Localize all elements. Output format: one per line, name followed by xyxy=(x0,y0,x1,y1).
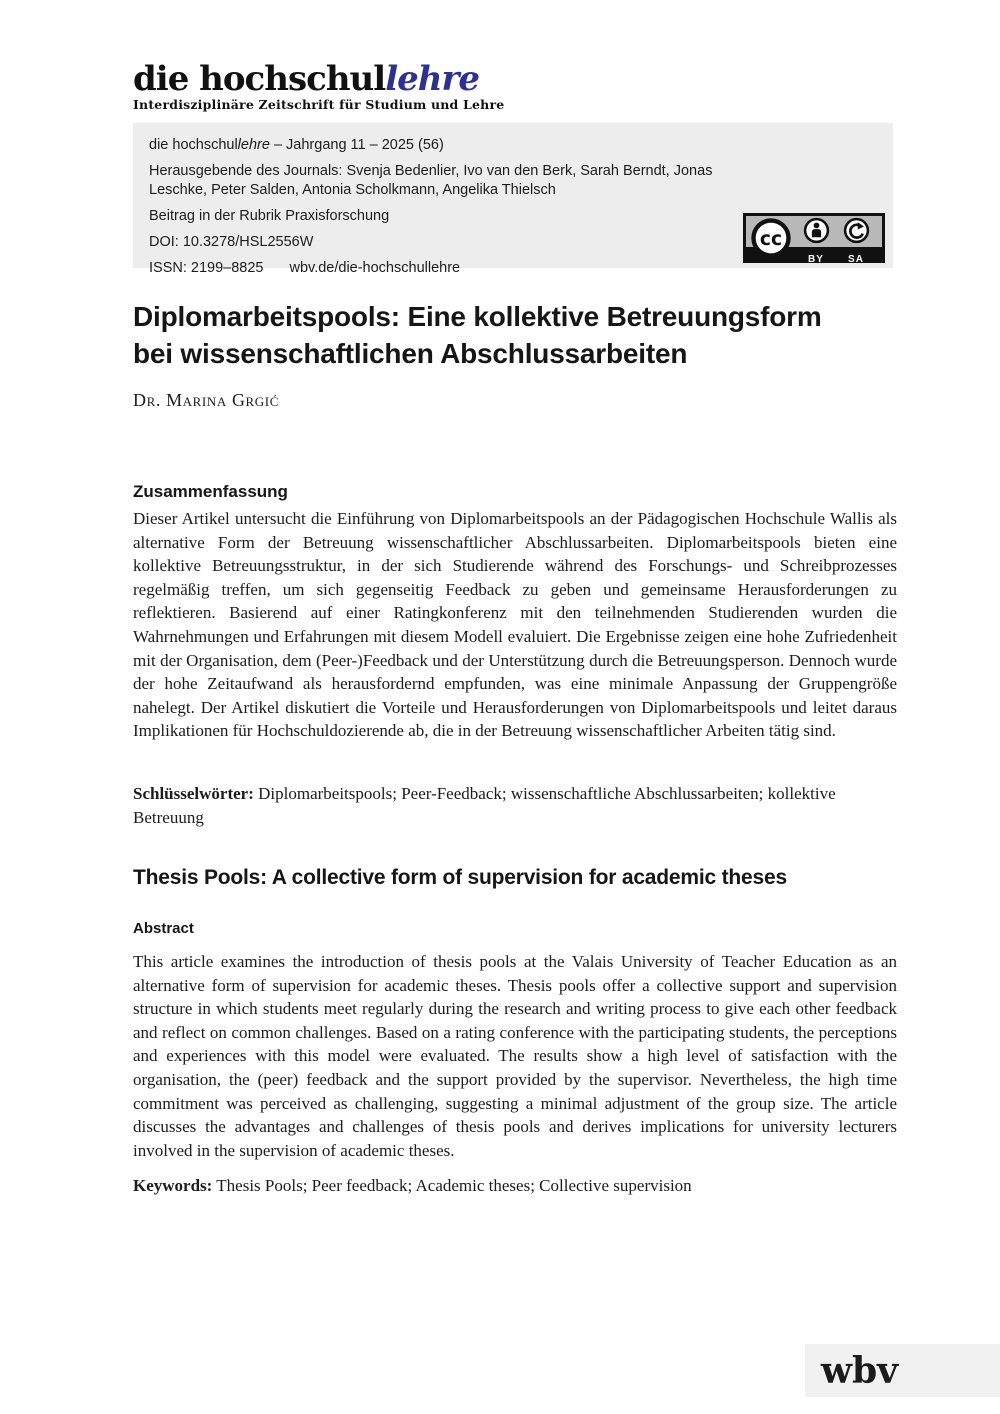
keywords-de-label: Schlüsselwörter: xyxy=(133,784,254,803)
by-person-icon xyxy=(803,217,830,244)
author-name: Dr. Marina Grgić xyxy=(133,390,279,410)
keywords-de xyxy=(133,782,897,829)
journal-logo-subtitle: Interdisziplinäre Zeitschrift für Studium und Lehre xyxy=(133,97,505,112)
journal-logo-wordmark xyxy=(133,59,504,99)
keywords-en-label: Keywords: xyxy=(133,1176,213,1195)
doi-line: DOI: 10.3278/HSL2556W xyxy=(149,233,314,250)
issn-value: ISSN: 2199–8825 xyxy=(149,259,264,276)
cc-sa-group xyxy=(838,217,874,265)
article-title-line2: bei wissenschaftlichen Abschlussarbeiten xyxy=(133,338,688,369)
journal-issue-line: die hochschullehre – Jahrgang 11 – 2025 (56) xyxy=(149,137,444,153)
svg-text:cc: cc xyxy=(759,228,783,250)
cc-by-sa-badge xyxy=(743,213,885,263)
abstract-en-text: This article examines the introduction of thesis pools at the Valais University of Teacher Education as an alternative form of supervision for academic theses. Thesis pools offer a collective support and supervision structure in which students meet regularly during the research and writing process to give each other feedback and reflect on common challenges. Based on a rating conference with the participating students, the perceptions and experiences with this model were evaluated. The results show a high level of satisfaction with the organisation, the (peer) feedback and the support provided by the supervisor. Nevertheless, the high time commitment was perceived as challenging, suggesting a minimal adjustment of the group size. The article discusses the advantages and challenges of thesis pools and derives implications for university lecturers involved in the supervision of academic theses. xyxy=(133,952,897,1160)
journal-logo xyxy=(133,59,505,112)
keywords-en-list: Thesis Pools; Peer feedback; Academic theses; Collective supervision xyxy=(212,1176,692,1195)
by-label: BY xyxy=(808,254,824,265)
article-title-line1: Diplomarbeitspools: Eine kollektive Betreuungsform xyxy=(133,301,822,332)
journal-website: wbv.de/die-hochschullehre xyxy=(289,259,461,276)
abstract-en-heading: Abstract xyxy=(133,920,194,937)
issn-line xyxy=(149,259,749,279)
abstract-de-heading: Zusammenfassung xyxy=(133,482,288,501)
article-title xyxy=(133,298,913,372)
editors-line: Herausgebende des Journals: Svenja Bedenlier, Ivo van den Berk, Sarah Berndt, Jonas Leschke, Peter Salden, Antonia Scholkmann, Angelika Thielsch xyxy=(149,162,713,199)
abstract-de-text: Dieser Artikel untersucht die Einführung von Diplomarbeitspools an der Pädagogischen Hochschule Wallis als alternative Form der Betreuung wissenschaftlicher Abschlussarbeiten. Diplomarbeitspools bieten eine kollektive Betreuungsstruktur, in der sich Studierende während des Forschungs- und Schreibprozesses regelmäßig treffen, um sich gegenseitig Feedback zu geben und gemeinsame Herausforderungen zu reflektieren. Basierend auf einer Ratingkonferenz mit den teilnehmenden Studierenden wurden die Wahrnehmungen und Erfahrungen mit diesem Modell evaluiert. Die Ergebnisse zeigen eine hohe Zufriedenheit mit der Organisation, dem (Peer-)Feedback und der Unterstützung durch die Betreuungsperson. Dennoch wurde der hohe Zeitaufwand als herausfordernd empfunden, was eine minimale Anpassung der Gruppengröße nahelegt. Der Artikel diskutiert die Vorteile und Herausforderungen von Diplomarbeitspools und leitet daraus Implikationen für Hochschuldozierende ab, die in der Betreuung wissenschaftlicher Arbeiten tätig sind. xyxy=(133,509,897,741)
sa-label: SA xyxy=(848,254,864,265)
rubric-line: Beitrag in der Rubrik Praxisforschung xyxy=(149,208,390,225)
cc-icon xyxy=(751,218,791,258)
keywords-de-list: Diplomarbeitspools; Peer-Feedback; wissenschaftliche Abschlussarbeiten; kollektive Betreuung xyxy=(133,784,836,827)
keywords-en xyxy=(133,1176,897,1196)
cc-by-group xyxy=(798,217,834,265)
sa-arrow-icon xyxy=(843,217,870,244)
journal-logo-main-text: die hochschul xyxy=(133,59,386,99)
publisher-logo-box xyxy=(805,1344,1000,1397)
journal-logo-accent-text: lehre xyxy=(385,59,479,99)
article-title-en: Thesis Pools: A collective form of supervision for academic theses xyxy=(133,866,787,889)
wbv-logo: wbv xyxy=(821,1349,899,1392)
